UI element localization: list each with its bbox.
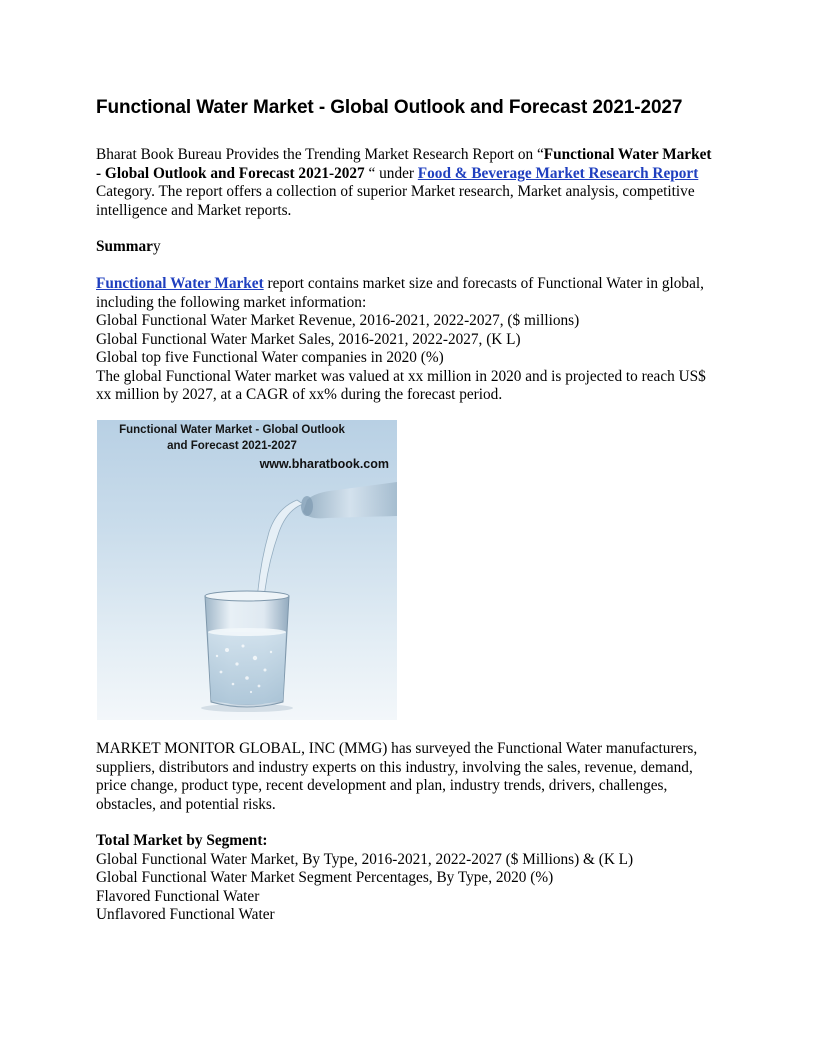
figure-url: www.bharatbook.com bbox=[259, 457, 389, 471]
segment-heading: Total Market by Segment: bbox=[96, 832, 268, 849]
intro-paragraph bbox=[96, 146, 716, 220]
segment-section bbox=[96, 832, 716, 925]
summary-body-text: report contains market size and forecasts of Functional Water in global, including the following market information: bbox=[96, 275, 704, 311]
summary-line: Global Functional Water Market Revenue, 2016-2021, 2022-2027, ($ millions) bbox=[96, 312, 580, 329]
page-title: Functional Water Market - Global Outlook and Forecast 2021-2027 bbox=[96, 97, 683, 118]
summary-line: The global Functional Water market was valued at xx million in 2020 and is projected to reach US$ xx million by 2027, at a CAGR of xx% during the forecast period. bbox=[96, 367, 706, 403]
figure-title-line: and Forecast 2021-2027 bbox=[167, 440, 297, 452]
intro-text-3: Category. The report offers a collection of superior Market research, Market analysis, competitive intelligence and Market reports. bbox=[96, 183, 695, 219]
summary-line: Global top five Functional Water companies in 2020 (%) bbox=[96, 349, 444, 366]
mmg-paragraph: MARKET MONITOR GLOBAL, INC (MMG) has surveyed the Functional Water manufacturers, suppliers, distributors and industry experts on this industry, involving the sales, revenue, demand, price change, product type, recent development and plan, industry trends, drivers, challenges, obstacles, and potential risks. bbox=[96, 740, 698, 813]
segment-line: Global Functional Water Market Segment Percentages, By Type, 2020 (%) bbox=[96, 869, 554, 886]
intro-text-1: Bharat Book Bureau Provides the Trending Market Research Report on “ bbox=[96, 146, 544, 163]
summary-heading-bold: Summar bbox=[96, 238, 153, 255]
figure-title bbox=[97, 420, 367, 454]
summary-heading bbox=[96, 238, 161, 257]
figure-title-line: Functional Water Market - Global Outlook bbox=[119, 424, 345, 436]
report-cover-image bbox=[97, 420, 397, 720]
summary-line: Global Functional Water Market Sales, 2016-2021, 2022-2027, (K L) bbox=[96, 330, 521, 348]
summary-body bbox=[96, 275, 716, 405]
functional-water-market-link[interactable]: Functional Water Market bbox=[96, 275, 264, 292]
summary-heading-rest: y bbox=[152, 238, 161, 255]
segment-line: Flavored Functional Water bbox=[96, 887, 260, 905]
category-link[interactable]: Food & Beverage Market Research Report bbox=[417, 164, 699, 182]
segment-line: Unflavored Functional Water bbox=[96, 906, 275, 923]
intro-text-2: “ under bbox=[364, 164, 418, 182]
intro-report-title: Functional Water Market - Global Outlook and Forecast 2021-2027 bbox=[96, 146, 712, 182]
segment-line: Global Functional Water Market, By Type, 2016-2021, 2022-2027 ($ Millions) & (K L) bbox=[96, 850, 634, 868]
